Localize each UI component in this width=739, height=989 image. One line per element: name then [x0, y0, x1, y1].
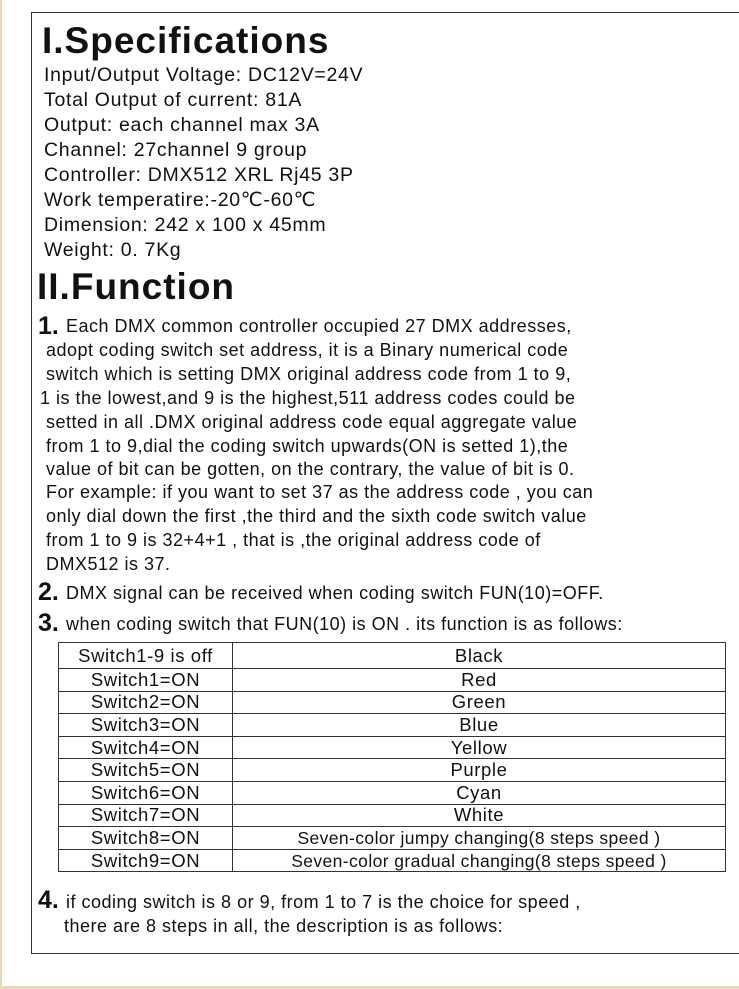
item-number: 3.: [38, 609, 59, 637]
switch-cell: Switch5=ON: [59, 759, 233, 782]
function-cell: Seven-color gradual changing(8 steps speed ): [233, 849, 726, 872]
function-cell: White: [233, 804, 726, 827]
spec-line: Output: each channel max 3A: [44, 114, 320, 136]
function-cell: Purple: [233, 759, 726, 782]
item1-line: from 1 to 9,dial the coding switch upwards(ON is setted 1),the: [46, 436, 569, 456]
item1-line: from 1 to 9 is 32+4+1 , that is ,the original address code of: [46, 530, 541, 550]
table-row: [59, 781, 726, 804]
spec-line: Weight: 0. 7Kg: [44, 239, 182, 261]
switch-cell: Switch1=ON: [59, 669, 233, 692]
spec-line: Controller: DMX512 XRL Rj45 3P: [44, 164, 354, 186]
function-cell: Red: [233, 669, 726, 692]
page-edge-left: [0, 0, 2, 989]
switch-cell: Switch7=ON: [59, 804, 233, 827]
item1-line: Each DMX common controller occupied 27 DMX addresses,: [66, 316, 572, 336]
table-row: [59, 736, 726, 759]
item1-line: DMX512 is 37.: [46, 554, 171, 574]
table-row: [59, 759, 726, 782]
item1-line: switch which is setting DMX original address code from 1 to 9,: [46, 364, 572, 384]
item1-line: only dial down the first ,the third and the sixth code switch value: [46, 506, 587, 526]
item1-line: setted in all .DMX original address code equal aggregate value: [46, 412, 578, 432]
switch-cell: Switch3=ON: [59, 714, 233, 737]
item-number: 1.: [38, 312, 59, 340]
switch-cell: Switch6=ON: [59, 781, 233, 804]
item1-line: For example: if you want to set 37 as the address code , you can: [46, 482, 594, 502]
spec-line: Work temperatire:-20℃-60℃: [44, 189, 317, 211]
table-row: [59, 669, 726, 692]
item2-text: DMX signal can be received when coding switch FUN(10)=OFF.: [66, 583, 604, 603]
table-row: [59, 714, 726, 737]
function-cell: Green: [233, 691, 726, 714]
item-number: 2.: [38, 578, 59, 606]
function-heading: II.Function: [37, 266, 236, 307]
spec-line: Channel: 27channel 9 group: [44, 139, 308, 161]
table-row: [59, 804, 726, 827]
specifications-heading: I.Specifications: [42, 20, 330, 61]
item3-text: when coding switch that FUN(10) is ON . its function is as follows:: [66, 614, 623, 634]
function-cell: Seven-color jumpy changing(8 steps speed ): [233, 827, 726, 850]
switch-function-table: [58, 642, 726, 872]
table-row: [59, 691, 726, 714]
spec-line: Total Output of current: 81A: [44, 89, 303, 111]
item4-line: if coding switch is 8 or 9, from 1 to 7 is the choice for speed ,: [66, 892, 581, 912]
item-number: 4.: [38, 886, 59, 914]
table-row: [59, 827, 726, 850]
item1-line: 1 is the lowest,and 9 is the highest,511 address codes could be: [40, 388, 576, 408]
table-row: [59, 643, 726, 669]
switch-cell: Switch4=ON: [59, 736, 233, 759]
switch-cell: Switch9=ON: [59, 849, 233, 872]
function-cell: Yellow: [233, 736, 726, 759]
table-row: [59, 849, 726, 872]
item4-line: there are 8 steps in all, the description is as follows:: [64, 916, 504, 936]
function-cell: Cyan: [233, 781, 726, 804]
spec-line: Dimension: 242 x 100 x 45mm: [44, 214, 327, 236]
function-cell: Blue: [233, 714, 726, 737]
switch-cell: Switch2=ON: [59, 691, 233, 714]
switch-cell: Switch8=ON: [59, 827, 233, 850]
function-cell: Black: [233, 643, 726, 669]
switch-cell: Switch1-9 is off: [59, 643, 233, 669]
spec-line: Input/Output Voltage: DC12V=24V: [44, 64, 364, 86]
item1-line: adopt coding switch set address, it is a Binary numerical code: [46, 340, 569, 360]
item1-line: value of bit can be gotten, on the contrary, the value of bit is 0.: [46, 459, 575, 479]
